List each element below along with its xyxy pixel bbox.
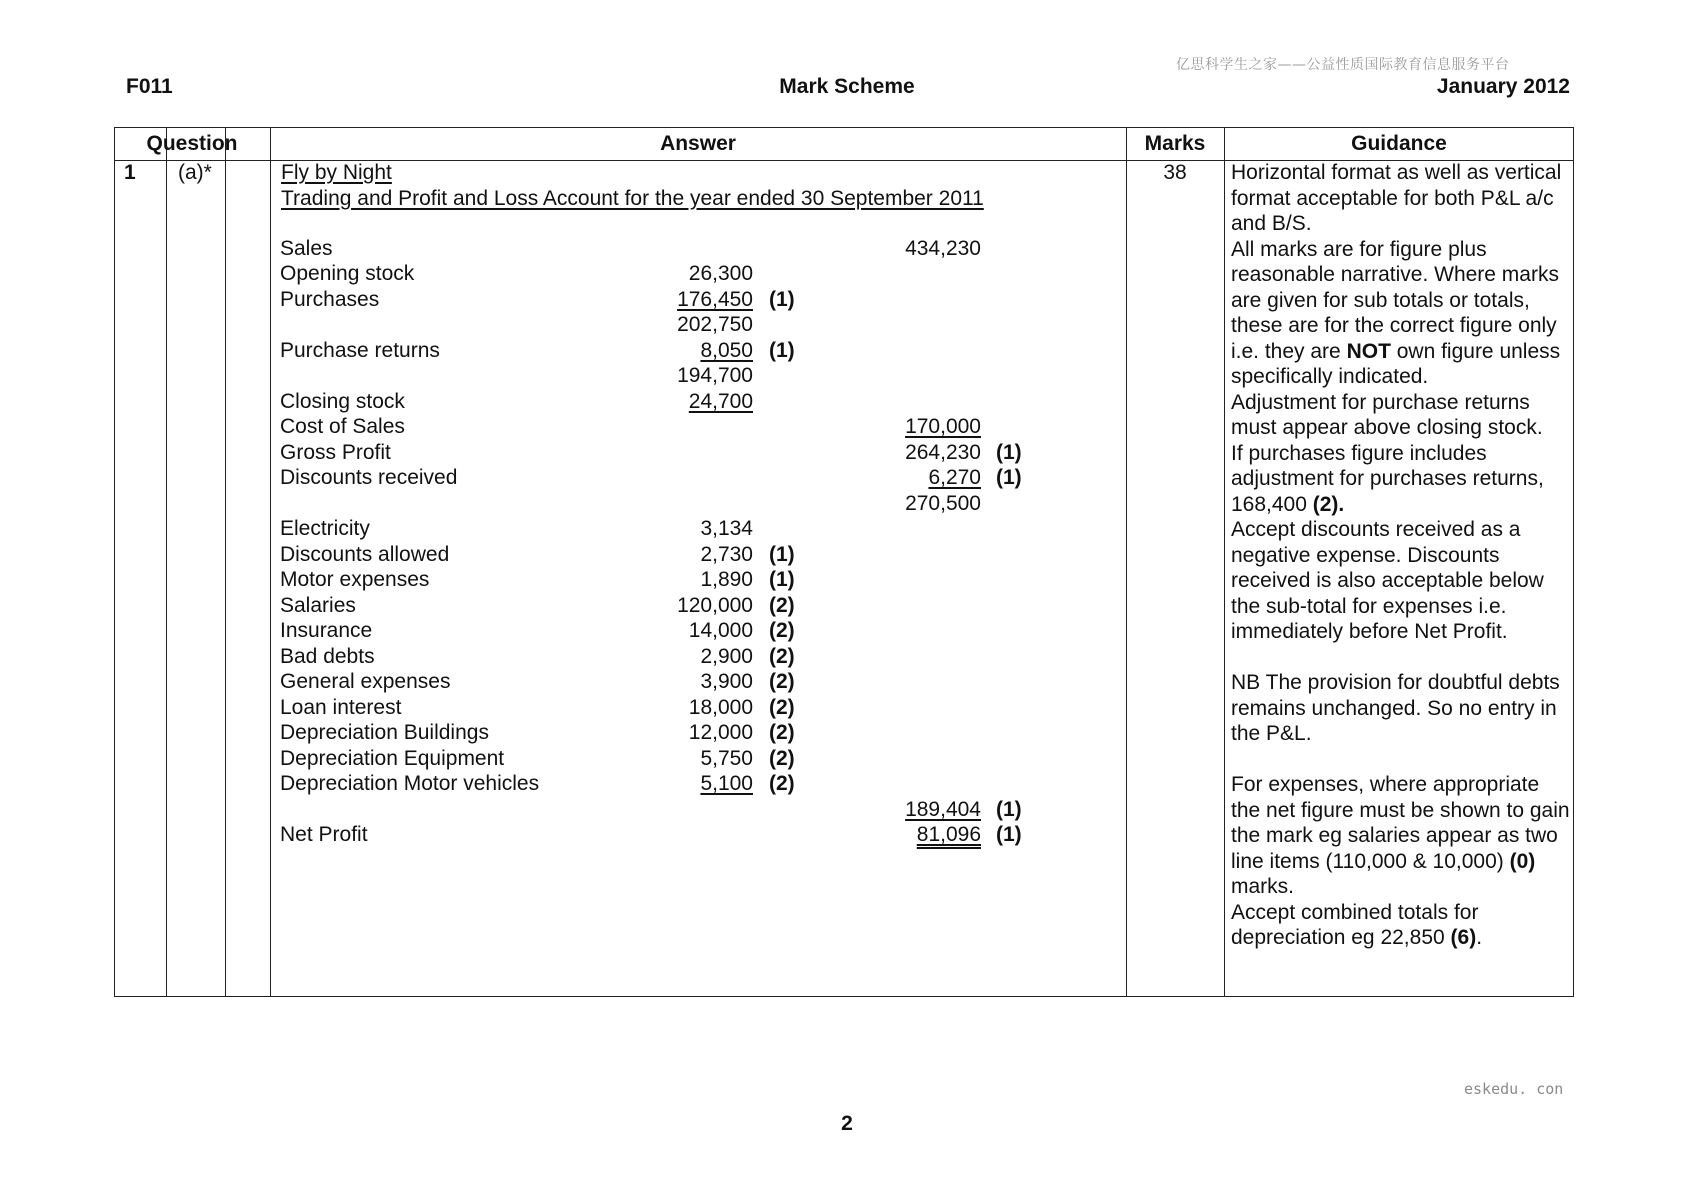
paper-code: F011 — [126, 75, 173, 98]
row-label: Bad debts — [280, 644, 375, 668]
guidance-purchase-returns: Adjustment for purchase returns must appear above closing stock. — [1231, 390, 1543, 439]
row-amount: 120,000 — [677, 593, 753, 617]
row-mark: (1) — [769, 542, 795, 566]
row-amount: 1,890 — [700, 568, 753, 591]
row-mark: (2) — [769, 593, 795, 617]
row-amount: 24,700 — [688, 389, 753, 413]
row-label: Purchase returns — [280, 338, 440, 362]
guidance-discounts: Accept discounts received as a negative expense. Discounts received is also acceptable below the sub-total for expenses i.e. immediately before Net Profit. — [1231, 518, 1544, 643]
document-title: Mark Scheme — [779, 75, 915, 98]
row-total: 81,096 — [916, 823, 981, 846]
row-label: Loan interest — [280, 695, 402, 719]
account-row — [280, 288, 1040, 314]
row-label: Electricity — [280, 517, 370, 540]
row-amount: 5,100 — [700, 772, 753, 795]
row-amount: 2,900 — [700, 644, 753, 668]
row-amount: 14,000 — [688, 619, 753, 642]
page-number: 2 — [841, 1112, 853, 1135]
row-label: Discounts received — [280, 466, 458, 489]
row-label: Insurance — [280, 619, 373, 642]
account-row — [280, 747, 1040, 773]
row-label: Sales — [280, 236, 333, 260]
column-divider — [166, 127, 167, 997]
question-number: 1 — [124, 161, 136, 184]
row-label: Depreciation Equipment — [280, 746, 505, 770]
row-amount: 8,050 — [700, 338, 753, 362]
row-total-mark: (1) — [996, 823, 1022, 846]
row-total-mark: (1) — [996, 440, 1022, 464]
row-label: Closing stock — [280, 389, 405, 413]
row-mark: (1) — [769, 287, 795, 311]
row-total: 264,230 — [905, 440, 981, 464]
guidance-net-expenses: For expenses, where appropriate the net figure must be shown to gain the mark eg salaries appear as two line items (110,000 & 10,000) (0) marks. — [1231, 773, 1570, 898]
account-row — [280, 645, 1040, 671]
guidance-doubtful-debts: NB The provision for doubtful debts remains unchanged. So no entry in the P&L. — [1231, 671, 1560, 745]
account-row — [280, 594, 1040, 620]
account-row — [280, 441, 1040, 467]
account-row — [280, 696, 1040, 722]
row-total: 434,230 — [905, 236, 981, 260]
header-guidance: Guidance — [1351, 132, 1447, 155]
row-label: Discounts allowed — [280, 542, 450, 566]
row-amount: 3,134 — [700, 517, 753, 540]
account-row — [280, 798, 1040, 824]
row-amount: 3,900 — [700, 670, 753, 693]
guidance-text — [1231, 160, 1571, 951]
account-row — [280, 543, 1040, 569]
account-row — [280, 237, 1040, 263]
account-row — [280, 721, 1040, 747]
guidance-format: Horizontal format as well as vertical format acceptable for both P&L a/c and B/S. — [1231, 161, 1562, 235]
exam-session: January 2012 — [1436, 75, 1570, 98]
row-mark: (2) — [769, 644, 795, 668]
account-row — [280, 313, 1040, 339]
row-mark: (2) — [769, 772, 795, 795]
account-row — [280, 823, 1040, 849]
column-divider — [1224, 127, 1225, 997]
row-mark: (2) — [769, 695, 795, 719]
account-row — [280, 262, 1040, 288]
column-divider — [270, 127, 271, 997]
guidance-purchases-adjusted: If purchases figure includes adjustment for purchases returns, 168,400 (2). — [1231, 441, 1544, 516]
row-amount: 194,700 — [677, 364, 753, 387]
row-mark: (1) — [769, 568, 795, 591]
total-marks: 38 — [1163, 161, 1187, 184]
row-label: Motor expenses — [280, 568, 430, 591]
row-label: Purchases — [280, 287, 380, 311]
row-total-mark: (1) — [996, 466, 1022, 489]
row-label: Salaries — [280, 593, 356, 617]
account-row — [280, 390, 1040, 416]
row-label: Opening stock — [280, 262, 415, 285]
account-row — [280, 772, 1040, 798]
question-part: (a)* — [178, 161, 212, 184]
row-label: General expenses — [280, 670, 451, 693]
row-amount: 202,750 — [677, 313, 753, 336]
row-total: 170,000 — [905, 415, 981, 438]
row-amount: 2,730 — [700, 542, 753, 566]
account-row — [280, 517, 1040, 543]
account-title: Trading and Profit and Loss Account for the year ended 30 September 2011 — [281, 186, 984, 210]
account-row — [280, 619, 1040, 645]
row-total-mark: (1) — [996, 797, 1022, 821]
row-label: Cost of Sales — [280, 415, 405, 438]
business-name: Fly by Night — [281, 161, 392, 184]
guidance-depreciation: Accept combined totals for depreciation eg 22,850 (6). — [1231, 900, 1483, 949]
row-label: Net Profit — [280, 823, 368, 846]
row-label: Gross Profit — [280, 440, 391, 464]
row-amount: 26,300 — [688, 262, 753, 285]
account-row — [280, 415, 1040, 441]
column-divider — [1126, 127, 1127, 997]
account-row — [280, 670, 1040, 696]
row-amount: 12,000 — [688, 721, 753, 744]
row-label: Depreciation Buildings — [280, 721, 489, 744]
account-row — [280, 339, 1040, 365]
account-row — [280, 568, 1040, 594]
header-question: Question — [146, 132, 238, 155]
row-total: 6,270 — [928, 466, 981, 489]
column-divider — [225, 127, 226, 997]
row-amount: 5,750 — [700, 746, 753, 770]
row-amount: 176,450 — [677, 287, 753, 311]
source-watermark: 亿思科学生之家——公益性质国际教育信息服务平台 — [1176, 57, 1510, 73]
row-total: 189,404 — [905, 797, 981, 821]
account-row — [280, 466, 1040, 492]
row-mark: (2) — [769, 670, 795, 693]
header-marks: Marks — [1144, 132, 1206, 155]
header-answer: Answer — [660, 132, 736, 155]
account-row — [280, 492, 1040, 518]
row-mark: (2) — [769, 721, 795, 744]
row-mark: (2) — [769, 746, 795, 770]
row-mark: (1) — [769, 338, 795, 362]
guidance-marks-rule: All marks are for figure plus reasonable narrative. Where marks are given for sub totals or totals, these are for the correct figure only i.e. they are NOT own figure unless specifically indicated. — [1231, 237, 1561, 388]
row-total: 270,500 — [905, 491, 981, 515]
row-mark: (2) — [769, 619, 795, 642]
footer-watermark: eskedu. con — [1464, 1080, 1564, 1098]
account-row — [280, 364, 1040, 390]
row-amount: 18,000 — [688, 695, 753, 719]
row-label: Depreciation Motor vehicles — [280, 772, 540, 795]
